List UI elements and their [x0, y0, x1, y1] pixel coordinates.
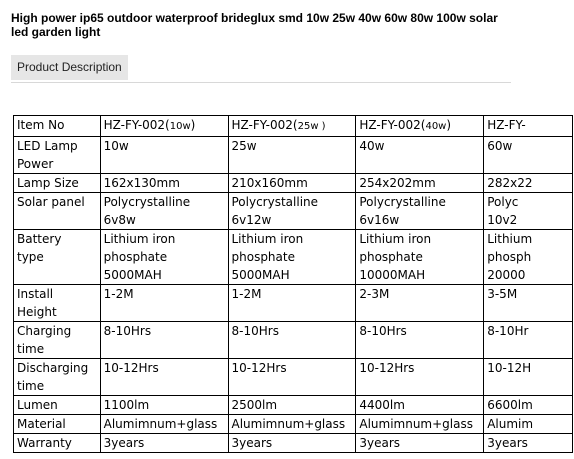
table-cell — [484, 322, 573, 359]
table-row — [14, 322, 573, 359]
model-size: 10w — [169, 121, 191, 132]
cell-value: Alumimnum+glass — [231, 417, 346, 431]
cell-value: 8-10Hrs — [231, 324, 279, 338]
cell-value: 10-12Hrs — [359, 361, 415, 375]
row-label: Discharging — [17, 361, 89, 375]
cell-value: 3-5M — [487, 287, 518, 301]
row-label-cell — [14, 434, 101, 453]
row-label: Battery — [17, 232, 62, 246]
cell-value: 10-12Hrs — [103, 361, 159, 375]
row-label: Power — [17, 157, 54, 171]
cell-value: Lithium iron — [231, 232, 304, 246]
row-label: Lamp Size — [17, 176, 79, 190]
cell-value: phosphate — [103, 250, 168, 264]
table-cell — [228, 174, 356, 193]
cell-value: Alumimnum+glass — [103, 417, 218, 431]
header-cell-model — [100, 116, 228, 137]
table-cell — [100, 396, 228, 415]
table-cell — [100, 322, 228, 359]
table-row — [14, 359, 573, 396]
row-label-cell — [14, 137, 101, 174]
table-row — [14, 415, 573, 434]
table-cell — [228, 137, 356, 174]
cell-value: 40w — [359, 139, 385, 153]
row-label-cell — [14, 322, 101, 359]
row-label: Lumen — [17, 398, 58, 412]
header-cell-model — [484, 116, 573, 137]
cell-value: 8-10Hrs — [103, 324, 152, 338]
table-header-row — [14, 116, 573, 137]
table-cell — [100, 193, 228, 230]
cell-value: 3years — [487, 436, 528, 450]
table-cell — [356, 174, 484, 193]
cell-value: 10w — [103, 139, 129, 153]
cell-value: Polycrystalline — [103, 195, 191, 209]
cell-value: 162x130mm — [103, 176, 180, 190]
row-label: Warranty — [17, 436, 72, 450]
table-cell — [228, 359, 356, 396]
table-row — [14, 137, 573, 174]
table-cell — [356, 322, 484, 359]
row-label-cell — [14, 359, 101, 396]
model-prefix: HZ-FY-002( — [231, 118, 298, 132]
table-row — [14, 174, 573, 193]
cell-value: phosphate — [231, 250, 295, 264]
table-cell — [484, 415, 573, 434]
table-cell — [356, 396, 484, 415]
cell-value: 25w — [231, 139, 257, 153]
table-cell — [356, 415, 484, 434]
cell-value: 2-3M — [359, 287, 390, 301]
table-cell — [100, 174, 228, 193]
table-cell — [356, 359, 484, 396]
spec-table — [13, 115, 573, 453]
cell-value: 10000MAH — [359, 268, 426, 282]
spec-table-container — [13, 115, 534, 459]
row-label-cell — [14, 285, 101, 322]
row-label: Charging — [17, 324, 72, 338]
cell-value: 1-2M — [231, 287, 262, 301]
row-label: Material — [17, 417, 66, 431]
cell-value: Lithium iron — [359, 232, 432, 246]
cell-value: Lithium — [487, 232, 533, 246]
table-cell — [100, 359, 228, 396]
table-cell — [484, 193, 573, 230]
cell-value: 3years — [359, 436, 401, 450]
cell-value: 20000 — [487, 268, 526, 282]
cell-value: 1-2M — [103, 287, 134, 301]
cell-value: Lithium iron — [103, 232, 176, 246]
table-cell — [484, 434, 573, 453]
table-cell — [484, 359, 573, 396]
divider — [11, 82, 511, 83]
cell-value: 3years — [103, 436, 145, 450]
table-cell — [356, 193, 484, 230]
table-cell — [228, 285, 356, 322]
row-label: time — [17, 379, 45, 393]
cell-value: 10-12H — [487, 361, 532, 375]
table-row — [14, 285, 573, 322]
row-label: LED Lamp — [17, 139, 78, 153]
table-row — [14, 230, 573, 285]
table-row — [14, 193, 573, 230]
cell-value: 5000MAH — [231, 268, 290, 282]
table-cell — [228, 193, 356, 230]
model-suffix: ) — [190, 118, 196, 132]
row-label: Solar panel — [17, 195, 85, 209]
cell-value: Polycrystalline — [359, 195, 446, 209]
table-cell — [484, 137, 573, 174]
tab-product-description[interactable]: Product Description — [11, 55, 128, 80]
cell-value: 60w — [487, 139, 513, 153]
table-cell — [228, 434, 356, 453]
cell-value: 10v2 — [487, 213, 518, 227]
table-cell — [100, 230, 228, 285]
cell-value: 282x22 — [487, 176, 533, 190]
row-label-cell — [14, 396, 101, 415]
cell-value: 8-10Hr — [487, 324, 529, 338]
cell-value: Polycrystalline — [231, 195, 319, 209]
table-cell — [484, 285, 573, 322]
row-label-cell — [14, 174, 101, 193]
cell-value: 6v8w — [103, 213, 136, 227]
cell-value: 3years — [231, 436, 273, 450]
model-prefix: HZ-FY-002( — [103, 118, 170, 132]
table-cell — [228, 396, 356, 415]
cell-value: 6v16w — [359, 213, 400, 227]
table-cell — [356, 434, 484, 453]
model-prefix: HZ-FY-002( — [359, 118, 426, 132]
model-size: 25w ) — [297, 121, 326, 132]
cell-value: Polyc — [487, 195, 519, 209]
table-cell — [484, 230, 573, 285]
table-cell — [228, 230, 356, 285]
table-cell — [484, 396, 573, 415]
table-row — [14, 396, 573, 415]
cell-value: 210x160mm — [231, 176, 308, 190]
cell-value: Alumim — [487, 417, 534, 431]
header-cell-model — [356, 116, 484, 137]
row-label: Height — [17, 305, 57, 319]
model-suffix: ) — [446, 118, 452, 132]
row-label: Install — [17, 287, 54, 301]
header-cell-label: Item No — [14, 116, 101, 137]
table-row — [14, 434, 573, 453]
row-label-cell — [14, 415, 101, 434]
row-label-cell — [14, 193, 101, 230]
table-cell — [228, 415, 356, 434]
cell-value: 2500lm — [231, 398, 278, 412]
table-cell — [228, 322, 356, 359]
table-cell — [100, 415, 228, 434]
cell-value: phosph — [487, 250, 532, 264]
model-size: 40w — [425, 121, 447, 132]
model-prefix: HZ-FY- — [487, 118, 526, 132]
cell-value: 8-10Hrs — [359, 324, 407, 338]
cell-value: phosphate — [359, 250, 423, 264]
cell-value: 5000MAH — [103, 268, 162, 282]
cell-value: 10-12Hrs — [231, 361, 287, 375]
cell-value: Alumimnum+glass — [359, 417, 473, 431]
table-cell — [356, 230, 484, 285]
product-title: High power ip65 outdoor waterproof brideglux smd 10w 25w 40w 60w 80w 100w solar led garden light — [11, 11, 498, 39]
row-label-cell — [14, 230, 101, 285]
table-cell — [484, 174, 573, 193]
cell-value: 6600lm — [487, 398, 533, 412]
table-cell — [100, 434, 228, 453]
table-cell — [100, 137, 228, 174]
row-label: time — [17, 342, 45, 356]
table-cell — [356, 285, 484, 322]
header-cell-model — [228, 116, 356, 137]
table-cell — [356, 137, 484, 174]
cell-value: 6v12w — [231, 213, 272, 227]
cell-value: 1100lm — [103, 398, 150, 412]
cell-value: 254x202mm — [359, 176, 436, 190]
table-cell — [100, 285, 228, 322]
row-label: type — [17, 250, 44, 264]
cell-value: 4400lm — [359, 398, 405, 412]
